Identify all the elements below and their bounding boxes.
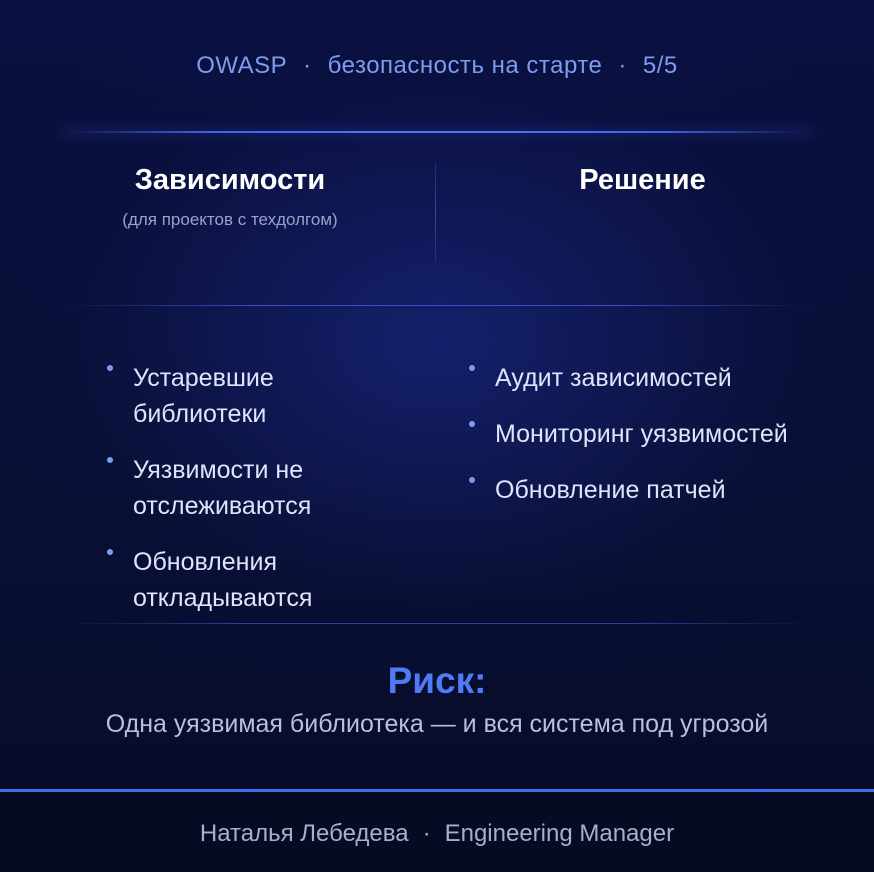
list-item xyxy=(466,360,796,396)
bullet-icon xyxy=(469,477,475,483)
bullet-icon xyxy=(469,365,475,371)
bullet-icon xyxy=(469,421,475,427)
list-item-text: Обновления откладываются xyxy=(133,548,313,612)
slide-header xyxy=(0,52,874,80)
right-column-title: Решение xyxy=(579,164,706,196)
bullet-icon xyxy=(107,365,113,371)
list-item xyxy=(466,416,796,452)
page-counter: 5/5 xyxy=(642,52,678,79)
list-item xyxy=(466,472,796,508)
list-item-text: Обновление патчей xyxy=(495,476,726,504)
list-item xyxy=(104,360,404,432)
author-name: Наталья Лебедева xyxy=(199,820,409,847)
list-item xyxy=(104,544,404,616)
header-topic: OWASP xyxy=(196,52,288,79)
list-item-text: Устаревшие библиотеки xyxy=(133,364,274,428)
risk-title: Риск: xyxy=(387,660,487,701)
header-divider xyxy=(60,131,814,133)
risk-divider xyxy=(60,623,814,624)
header-separator: · xyxy=(618,52,627,79)
bullet-icon xyxy=(107,457,113,463)
footer-credit xyxy=(0,820,874,848)
section-divider xyxy=(60,305,814,306)
bullet-icon xyxy=(107,549,113,555)
list-item-text: Мониторинг уязвимостей xyxy=(495,420,788,448)
solutions-list xyxy=(466,360,796,528)
header-separator: · xyxy=(303,52,312,79)
footer-separator: · xyxy=(422,820,431,847)
left-column-title: Зависимости xyxy=(134,164,326,196)
left-column-note: (для проектов с техдолгом) xyxy=(122,210,338,229)
list-item-text: Уязвимости не отслеживаются xyxy=(133,456,312,520)
list-item-text: Аудит зависимостей xyxy=(495,364,732,392)
header-subtitle: безопасность на старте xyxy=(327,52,603,79)
risk-text: Одна уязвимая библиотека — и вся система под угрозой xyxy=(105,710,769,738)
list-item xyxy=(104,452,404,524)
problems-list xyxy=(104,360,404,636)
author-role: Engineering Manager xyxy=(444,820,675,847)
